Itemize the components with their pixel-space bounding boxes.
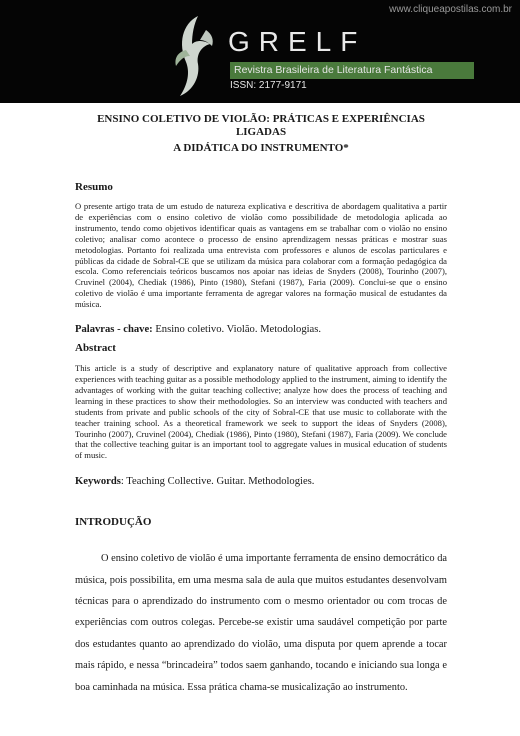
resumo-text: O presente artigo trata de um estudo de natureza explicativa e descritiva de abordagem qualitativa a partir de experiências com o ensino coletivo de violão como possibilidade de metodologia aplicada ao instrumento, tendo como objetivos identificar quais as vantagens em se trabalhar com o violão no ensino coletivo; analisar como acontece o processo de ensino aprendizagem nessas práticas e mostrar suas metodologias. Portanto foi realizada uma entrevista com professores e alunos de escolas particulares e públicas da cidade de Sobral-CE que se utilizam da música para colaborar com a formação pedagógica da escola. Como referenciais teóricos buscamos nos apoiar nas ideias de Snyders (2008), Tourinho (2007), Cruvinel (2004), Chediak (1986), Pinto (1980), Stefani (1987), Faria (2009). Conclui-se que o ensino coletivo de violão é uma importante ferramenta de agregar valores na formação musical de estudantes da música. (75, 201, 447, 310)
palavras-chave (75, 324, 447, 335)
introducao-heading: INTRODUÇÃO (75, 516, 152, 529)
abstract-text: This article is a study of descriptive and explanatory nature of qualitative approach from collective experiences with teaching guitar as a possible methodology applied to the instrument, aiming to identify the advantages of working with the guitar teaching collective; analyze how does the process of teaching and learning in these practices to show their methodologies. So an interview was conducted with teachers and students from private and public schools of the city of Sobral-CE that use music to collaborate with the teacher training school. As a theoretical framework we seek to support the ideas of Snyders (2008), Tourinho (2007), Cruvinel (2004), Chediak (1986), Pinto (1980), Stefani (1987), Faria (2009). We conclude that the collective teaching guitar is an important tool to aggregate values in musical education of students of music. (75, 363, 447, 461)
palavras-chave-value: Ensino coletivo. Violão. Metodologias. (152, 324, 322, 336)
journal-header-banner (0, 0, 520, 103)
keywords-value: : Teaching Collective. Guitar. Methodologies. (120, 476, 315, 488)
journal-logo-text: GRELF (228, 26, 367, 57)
journal-issn: ISSN: 2177-9171 (230, 80, 307, 91)
article-title-line2: A DIDÁTICA DO INSTRUMENTO* (173, 142, 349, 154)
journal-subtitle: Revistra Brasileira de Literatura Fantástica (230, 62, 474, 79)
keywords (75, 476, 447, 487)
resumo-heading: Resumo (75, 181, 113, 193)
keywords-label: Keywords (75, 476, 121, 488)
abstract-heading: Abstract (75, 342, 116, 355)
watermark: www.cliqueapostilas.com.br (389, 4, 512, 15)
article-title-line1: ENSINO COLETIVO DE VIOLÃO: PRÁTICAS E EXPERIÊNCIAS LIGADAS (97, 113, 425, 138)
dragon-emblem-icon (168, 10, 228, 102)
journal-logo (168, 10, 468, 102)
introducao-text: O ensino coletivo de violão é uma importante ferramenta de ensino democrático da música, pois possibilita, em uma mesma sala de aula que muitos estudantes desenvolvam técnicas para o aprendizado do instrumento com o mesmo orientador ou com trocas de experiências com outros colegas. Percebe-se existir uma saudável competição por parte dos estudantes quanto ao aprendizado do violão, uma disputa por quem aprende a tocar mais rápido, e nessa “brincadeira” todos saem ganhando, tocando e iniciando sua longa e boa caminhada na música. Essa prática chama-se musicalização ao instrumento. (75, 553, 447, 693)
palavras-chave-label: Palavras - chave: (75, 324, 153, 336)
article-content (75, 110, 447, 698)
